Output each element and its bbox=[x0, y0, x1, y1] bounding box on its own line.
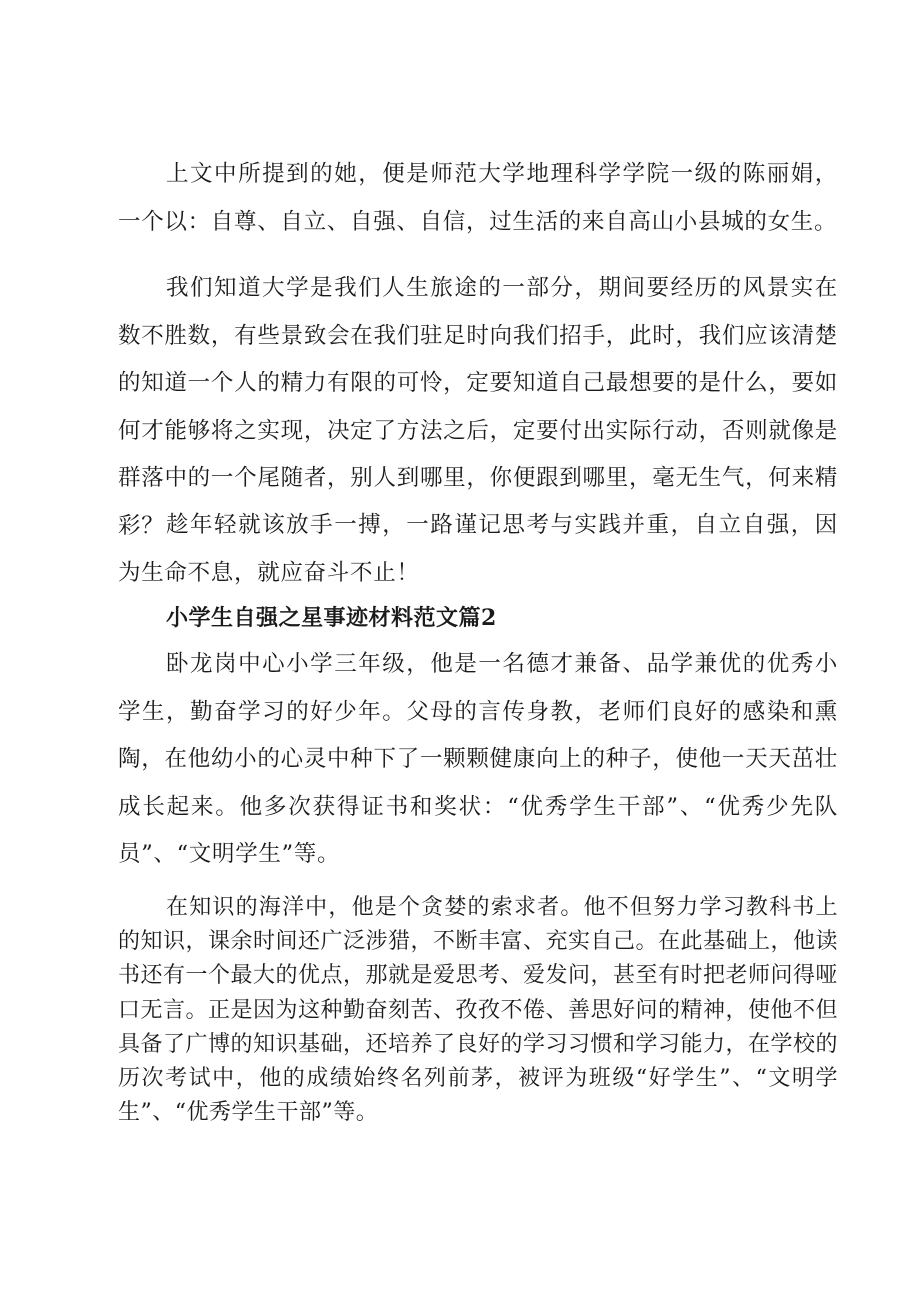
section-heading: 小学生自强之星事迹材料范文篇2 bbox=[166, 605, 497, 631]
paragraph-chen-lijuan-intro: 上文中所提到的她，便是师范大学地理科学学院一级的陈丽娟，一个以：自尊、自立、自强、自信，过生活的来自高山小县城的女生。 bbox=[118, 161, 838, 235]
paragraph-university-journey: 我们知道大学是我们人生旅途的一部分，期间要经历的风景实在数不胜数，有些景致会在我们驻足时向我们招手，此时，我们应该清楚的知道一个人的精力有限的可怜，定要知道自己最想要的是什么，要如何才能够将之实现，决定了方法之后，定要付出实际行动，否则就像是群落中的一个尾随者，别人到哪里，你便跟到哪里，毫无生气，何来精彩？ bbox=[118, 275, 838, 539]
paragraph-youth-strive: 趁年轻就该放手一搏，一路谨记思考与实践并重，自立自强，因为生命不息，就应奋斗不止！ bbox=[118, 512, 838, 586]
paragraph-student-profile: 卧龙岗中心小学三年级，他是一名德才兼备、品学兼优的优秀小学生，勤奋学习的好少年。父母的言传身教，老师们良好的感染和熏陶，在他幼小的心灵中种下了一颗颗健康向上的种子，使他一天天茁壮成长起来。他多次获得证书和奖状：“优秀学生干部”、“优秀少先队员”、“文明学生”等。 bbox=[118, 651, 838, 867]
paragraph-knowledge-seeker: 在知识的海洋中，他是个贪婪的索求者。他不但努力学习教科书上的知识，课余时间还广泛涉猎，不断丰富、充实自己。在此基础上，他读书还有一个最大的优点，那就是爱思考、爱发问，甚至有时把老师问得哑口无言。正是因为这种勤奋刻苦、孜孜不倦、善思好问的精神，使他不但具备了广博的知识基础，还培养了良好的学习习惯和学习能力，在学校的历次考试中，他的成绩始终名列前茅，被评为班级“好学生”、“文明学生”、“优秀学生干部”等。 bbox=[118, 895, 839, 1126]
